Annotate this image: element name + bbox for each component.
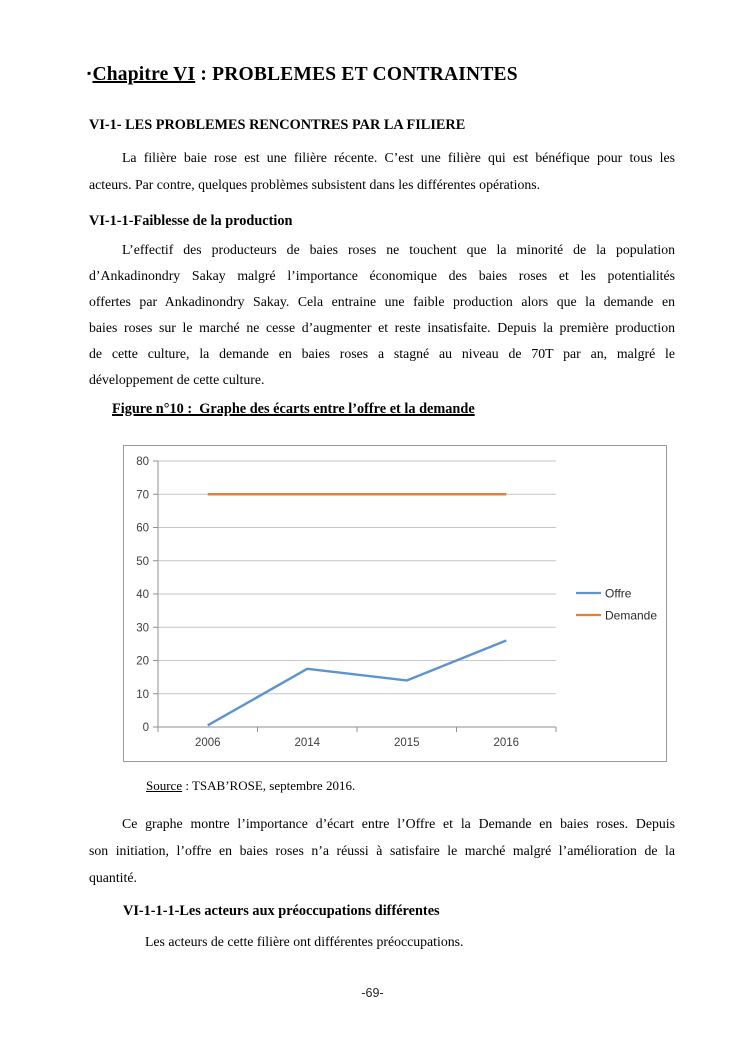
source-text: : TSAB’ROSE, septembre 2016. xyxy=(182,778,356,793)
paragraph-line: de cette culture, la demande en baies roses a stagné au niveau de 70T par an, malgré le xyxy=(89,346,675,361)
page-number: -69- xyxy=(361,986,384,1000)
offre-line xyxy=(208,641,507,726)
chapter-title-text: : PROBLEMES ET CONTRAINTES xyxy=(195,64,518,85)
paragraph-line: d’Ankadinondry Sakay malgré l’importance économique des baies roses et les potentialités xyxy=(89,268,675,283)
paragraph-line: baies roses sur le marché ne cesse d’augmenter et reste insatisfaite. Depuis la première production xyxy=(89,320,675,335)
x-axis-label: 2006 xyxy=(194,737,221,749)
square-bullet-icon: ▪ xyxy=(87,66,92,80)
paragraph-line: Les acteurs de cette filière ont différentes préoccupations. xyxy=(145,934,464,949)
y-axis-label: 30 xyxy=(136,622,149,635)
figure-chart-svg xyxy=(124,446,665,760)
section-heading-vi-1-1: VI-1-1-Faiblesse de la production xyxy=(89,213,293,229)
paragraph-line: L’effectif des producteurs de baies roses ne touchent que la minorité de la population xyxy=(122,242,675,257)
legend-demande-label: Demande xyxy=(605,608,658,623)
figure-caption: Figure n°10 : Graphe des écarts entre l’offre et la demande xyxy=(112,401,475,417)
y-axis-label: 60 xyxy=(136,522,149,535)
paragraph-graphe-ecart xyxy=(89,810,675,891)
paragraph-filiere-recente xyxy=(89,144,675,198)
paragraph-line: Ce graphe montre l’importance d’écart entre l’Offre et la Demande en baies roses. Depuis xyxy=(122,816,675,831)
source-label: Source xyxy=(146,778,183,793)
y-axis-label: 20 xyxy=(136,655,149,668)
chapter-title xyxy=(87,64,518,86)
chapter-title-number: Chapitre VI xyxy=(92,64,196,85)
x-axis-label: 2014 xyxy=(294,737,321,749)
paragraph-line: offertes par Ankadinondry Sakay. Cela entraine une faible production alors que la demande en xyxy=(89,294,675,309)
x-axis-label: 2016 xyxy=(493,737,520,749)
y-axis-label: 0 xyxy=(142,722,149,734)
section-heading-vi-1-1-1: VI-1-1-1-Les acteurs aux préoccupations différentes xyxy=(123,903,440,919)
x-axis-label: 2015 xyxy=(393,737,420,749)
paragraph-acteurs xyxy=(145,928,675,955)
paragraph-faiblesse-production xyxy=(89,237,675,393)
paragraph-line: La filière baie rose est une filière récente. C’est une filière qui est bénéfique pour tous les xyxy=(122,150,675,165)
section-heading-vi-1: VI-1- LES PROBLEMES RENCONTRES PAR LA FILIERE xyxy=(89,117,466,133)
figure-source xyxy=(146,778,355,794)
paragraph-line: son initiation, l’offre en baies roses n’a réussi à satisfaire le marché malgré l’amélioration de la xyxy=(89,843,675,858)
paragraph-line: acteurs. Par contre, quelques problèmes subsistent dans les différentes opérations. xyxy=(89,177,541,192)
y-axis-label: 70 xyxy=(136,489,149,502)
y-axis-label: 40 xyxy=(136,589,149,601)
paragraph-line: développement de cette culture. xyxy=(89,372,265,387)
legend-offre-label: Offre xyxy=(605,586,632,601)
y-axis-label: 50 xyxy=(136,555,149,568)
y-axis-label: 80 xyxy=(136,456,149,468)
y-axis-label: 10 xyxy=(136,688,149,701)
figure-chart xyxy=(123,445,667,762)
paragraph-line: quantité. xyxy=(89,870,137,885)
